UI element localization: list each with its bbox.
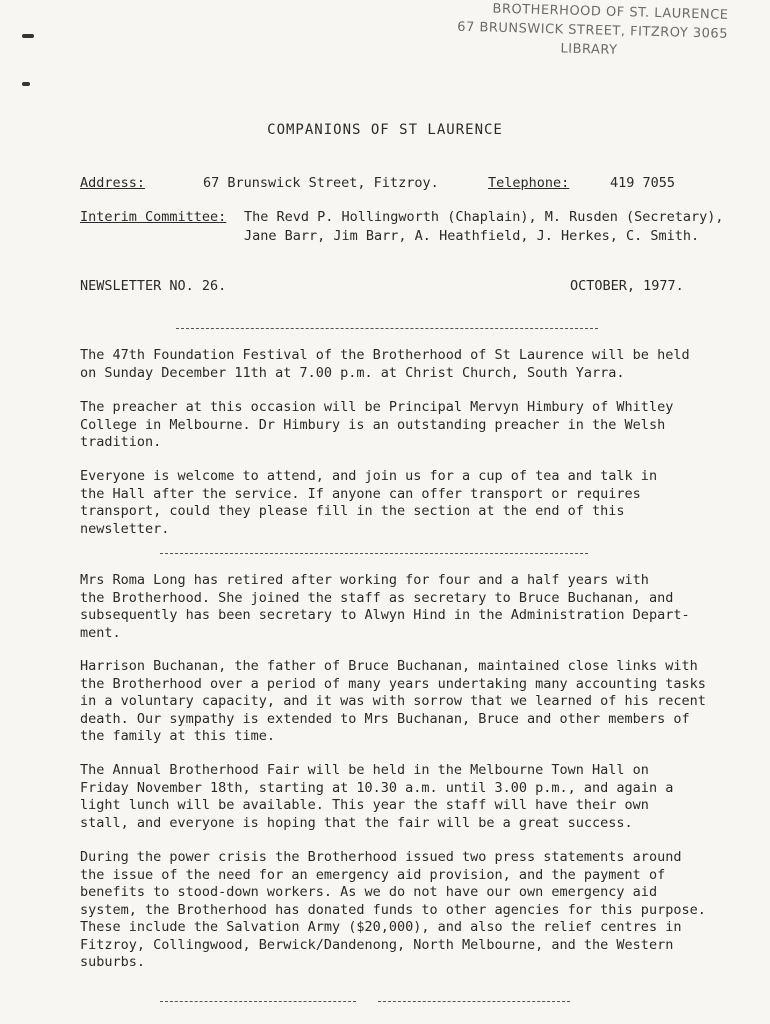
address-value: 67 Brunswick Street, Fitzroy. [203,175,439,191]
committee-line: The Revd P. Hollingworth (Chaplain), M. Rusden (Secretary), [244,209,724,225]
stamp-line: BROTHERHOOD OF ST. LAURENCE [492,1,729,23]
page-title: COMPANIONS OF ST LAURENCE [267,122,503,138]
stamp-line: LIBRARY [560,41,618,58]
telephone-label: Telephone: [488,175,570,191]
stamp-line: 67 BRUNSWICK STREET, FITZROY 3065 [457,19,729,42]
committee-label: Interim Committee: [80,209,227,225]
library-stamp [437,0,728,63]
paragraph: The 47th Foundation Festival of the Brotherhood of St Laurence will be held on Sunday December 11th at 7.00 p.m. at Christ Church, South Yarra. [80,347,690,381]
address-label: Address: [80,175,146,191]
margin-mark [22,82,30,86]
divider [160,553,588,555]
divider [176,328,598,330]
telephone-value: 419 7055 [610,175,676,191]
paragraph: Everyone is welcome to attend, and join us for a cup of tea and talk in the Hall after the service. If anyone can offer transport or requires transport, could they please fill in the section at the end of this newsletter. [80,468,658,537]
newsletter-number: NEWSLETTER NO. 26. [80,278,227,294]
paragraph: During the power crisis the Brotherhood issued two press statements around the issue of the need for an emergency aid provision, and the payment of benefits to stood-down workers. As we do not have our own emergency aid system, the Brotherhood has donated funds to other agencies for this purpose. These include the Salvation Army ($20,000), and also the relief centres in Fitzroy, Collingwood, Berwick/Dandenong, North Melbourne, and the Western suburbs. [80,849,706,970]
committee-line: Jane Barr, Jim Barr, A. Heathfield, J. Herkes, C. Smith. [244,228,700,244]
divider [378,1001,570,1003]
paragraph: The Annual Brotherhood Fair will be held in the Melbourne Town Hall on Friday November 18th, starting at 10.30 a.m. until 3.00 p.m., and again a light lunch will be available. This year the staff will have their own stall, and everyone is hoping that the fair will be a great success. [80,762,674,831]
paragraph: Harrison Buchanan, the father of Bruce Buchanan, maintained close links with the Brotherhood over a period of many years undertaking many accounting tasks in a voluntary capacity, and it was with sorrow that we learned of his recent death. Our sympathy is extended to Mrs Buchanan, Bruce and other members of the family at this time. [80,658,706,744]
margin-mark [22,34,34,38]
paragraph: Mrs Roma Long has retired after working for four and a half years with the Brotherhood. She joined the staff as secretary to Bruce Buchanan, and subsequently has been secretary to Alwyn Hind in the Administration Depart- ment. [80,572,690,641]
newsletter-date: OCTOBER, 1977. [570,278,684,294]
divider [160,1001,356,1003]
paragraph: The preacher at this occasion will be Principal Mervyn Himbury of Whitley College in Melbourne. Dr Himbury is an outstanding preacher in the Welsh tradition. [80,399,674,450]
